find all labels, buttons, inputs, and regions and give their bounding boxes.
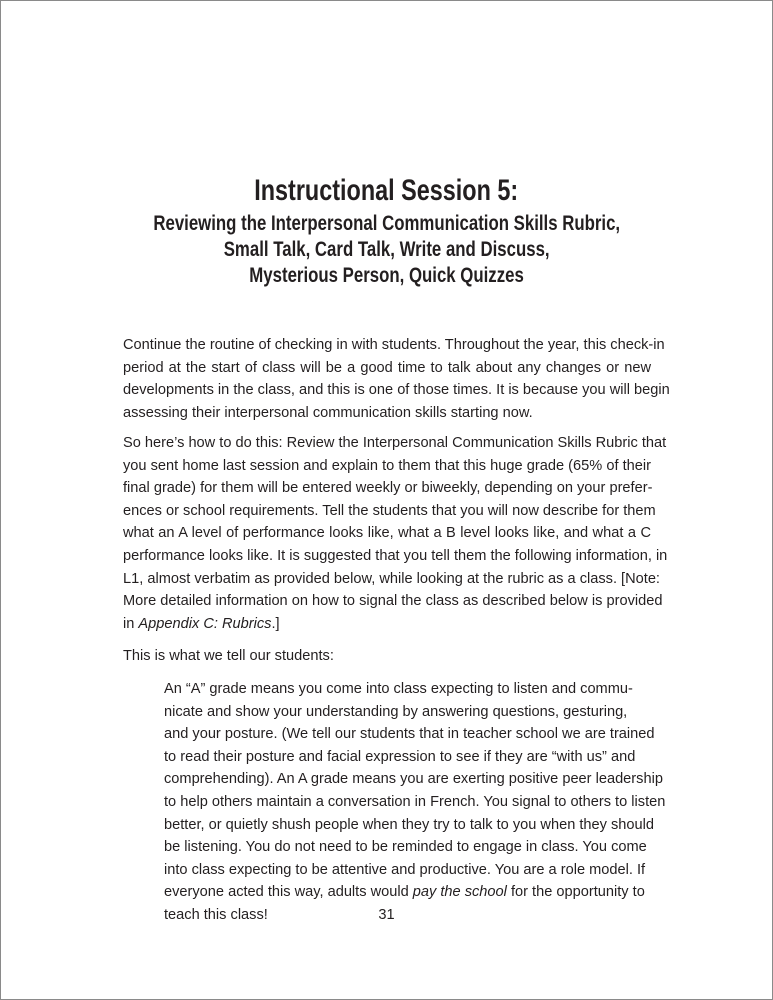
quote-line: to read their posture and facial expression to see if they are “with us” and (164, 748, 636, 765)
quote-line: better, or quietly shush people when they try to talk to you when they should (164, 816, 655, 833)
text-line: assessing their interpersonal communication skills starting now. (123, 404, 533, 421)
text: for the opportunity to (506, 884, 645, 901)
quote-line (164, 881, 644, 904)
text-line: This is what we tell our students: (123, 648, 334, 664)
quote-line: to help others maintain a conversation in French. You signal to others to listen (164, 793, 666, 810)
text-line: So here’s how to do this: Review the Interpersonal Communication Skills Rubric that (123, 435, 667, 451)
quote-line: comprehending). An A grade means you are exerting positive peer leadership (164, 771, 663, 788)
text-line: ences or school requirements. Tell the students that you will now describe for them (123, 502, 656, 519)
quote-line: and your posture. (We tell our students that in teacher school we are trained (164, 726, 655, 743)
session-title: Instructional Session 5: (254, 174, 519, 207)
text-line: developments in the class, and this is one of those times. It is because you will begin (123, 382, 670, 399)
text-line: what an A level of performance looks like, what a B level looks like, and what a C (123, 525, 651, 542)
quote-line: An “A” grade means you come into class expecting to listen and commu- (164, 681, 633, 697)
quote-line: teach this class! (164, 906, 268, 923)
text-line: final grade) for them will be entered weekly or biweekly, depending on your prefer- (123, 480, 653, 497)
text-line (123, 613, 651, 636)
quote-line: be listening. You do not need to be reminded to engage in class. You come (164, 839, 647, 856)
page-number: 31 (378, 907, 395, 923)
text-line: Continue the routine of checking in with students. Throughout the year, this check-in (123, 337, 665, 353)
subtitle-line: Reviewing the Interpersonal Communication Skills Rubric, (153, 212, 620, 235)
emphasis: pay the school (412, 884, 507, 901)
quote-line: nicate and show your understanding by answering questions, gesturing, (164, 703, 628, 720)
text-line: More detailed information on how to signal the class as described below is provided (123, 593, 663, 610)
subtitle-line: Mysterious Person, Quick Quizzes (249, 264, 524, 287)
text: in (123, 615, 139, 632)
text-line: period at the start of class will be a good time to talk about any changes or new (123, 359, 651, 376)
appendix-reference: Appendix C: Rubrics (138, 615, 272, 632)
paragraph-1 (123, 334, 670, 424)
session-subtitle (0, 212, 773, 290)
text-line: you sent home last session and explain to them that this huge grade (65% of their (123, 457, 651, 474)
paragraph-3 (123, 645, 651, 668)
paragraph-2 (123, 432, 668, 635)
text-line: L1, almost verbatim as provided below, while looking at the rubric as a class. [Note: (123, 570, 660, 587)
text: .] (271, 615, 280, 632)
text-line: performance looks like. It is suggested that you tell them the following information, in (123, 547, 668, 564)
block-quote (164, 678, 666, 927)
subtitle-line: Small Talk, Card Talk, Write and Discuss, (223, 238, 550, 261)
text: everyone acted this way, adults would (164, 884, 413, 901)
quote-line: into class expecting to be attentive and productive. You are a role model. If (164, 861, 646, 878)
